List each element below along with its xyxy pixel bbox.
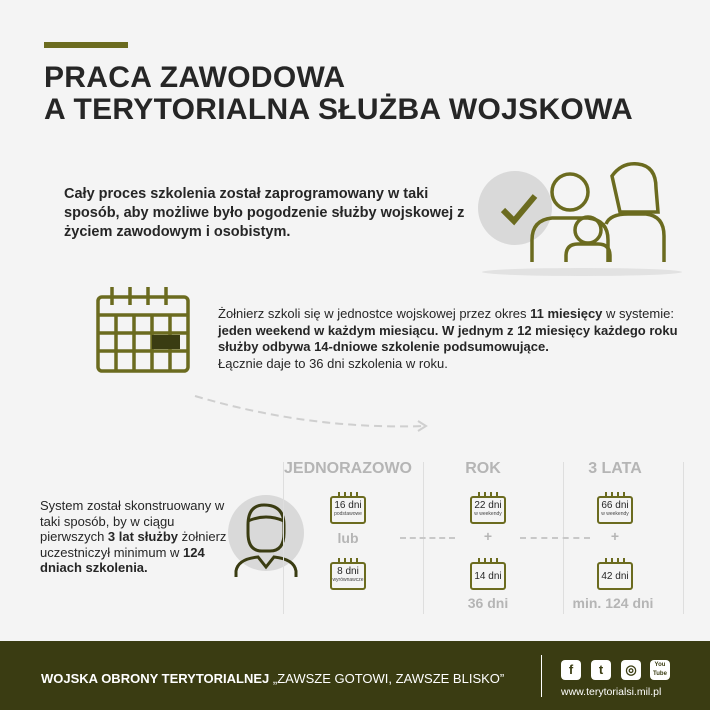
footer-separator [541,655,542,697]
or-label: lub [337,530,359,546]
year-total: 36 dni [467,595,509,611]
soldier-icon [222,485,322,580]
instagram-icon[interactable]: ◎ [621,660,641,680]
calendar-16-days-num: 16 dni [334,500,362,511]
training-text-b: 11 miesięcy [530,306,603,321]
calendar-22-days-num: 22 dni [474,500,502,511]
calendar-22-days [470,496,506,524]
family-icon [532,164,664,262]
system-text-3: żołnierz uczestniczył minimum w [40,529,227,560]
col-head-3years: 3 LATA [588,460,642,477]
column-divider-1 [283,462,284,614]
col-head-year: ROK [465,460,501,477]
footer-slogan [41,671,504,686]
system-paragraph [40,498,230,576]
dashed-arrow-icon [190,390,440,440]
connector-1 [400,537,455,539]
footer-slogan-text: „ZAWSZE GOTOWI, ZAWSZE BLISKO” [269,671,505,686]
calendar-42-days [597,562,633,590]
calendar-22-days-sub: w weekendy [474,511,502,517]
calendar-8-days-num: 8 dni [337,566,359,577]
footer [0,641,710,710]
title-line-1: PRACA ZAWODOWA [44,61,346,94]
calendar-66-days [597,496,633,524]
calendar-16-days [330,496,366,524]
twitter-icon[interactable]: t [591,660,611,680]
footer-org: WOJSKA OBRONY TERYTORIALNEJ [41,671,270,686]
plus-sign-3years: + [610,528,620,544]
calendar-66-days-num: 66 dni [601,500,629,511]
page-title [44,62,633,126]
connector-2 [520,537,590,539]
training-text-a: Żołnierz szkoli się w jednostce wojskowej przez okres [218,306,531,321]
calendar-14-days-num: 14 dni [474,571,502,582]
training-paragraph [218,306,688,372]
training-text-d: jeden weekend w każdym miesiącu. W jednym z 12 miesięcy każdego roku służby odbywa 14-dniowe szkolenie podsumowujące. [218,322,678,354]
three-year-total: min. 124 dni [572,595,654,611]
calendar-14-days [470,562,506,590]
plus-sign-year: + [483,528,493,544]
calendar-8-days-sub: wyrównawcze [332,577,364,583]
column-divider-4 [683,462,684,614]
family-check-icon [470,158,690,278]
family-bg-circle [478,171,552,245]
system-text-2: 3 lat służby [107,529,178,544]
youtube-icon[interactable]: You Tube [650,660,670,680]
calendar-42-days-num: 42 dni [601,571,629,582]
facebook-icon[interactable]: f [561,660,581,680]
calendar-16-days-sub: podstawowe [334,511,362,517]
training-text-total: Łącznie daje to 36 dni szkolenia w roku. [218,355,448,371]
calendar-66-days-sub: w weekendy [601,511,629,517]
training-text-c: w systemie: [602,306,674,321]
calendar-icon [90,283,200,383]
system-text-4: 124 dniach szkolenia. [40,544,205,575]
accent-bar [44,42,128,48]
footer-url[interactable]: www.terytorialsi.mil.pl [561,686,662,698]
intro-text: Cały proces szkolenia został zaprogramowany w taki sposób, aby możliwe było pogodzenie służby wojskowej z życiem zawodowym i osobistym. [64,186,465,240]
col-head-once: JEDNORAZOWO [284,460,412,477]
system-text-1: System został skonstruowany w taki sposób, by w ciągu pierwszych [40,498,225,544]
title-line-2: A TERYTORIALNA SŁUŻBA WOJSKOWA [44,93,633,126]
calendar-8-days [330,562,366,590]
